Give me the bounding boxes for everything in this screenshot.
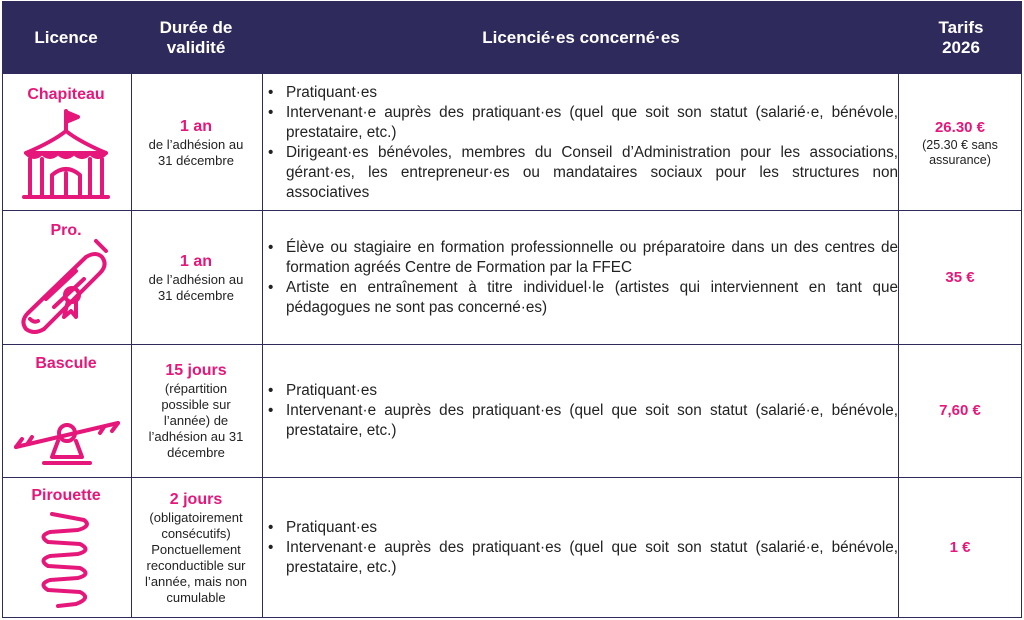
list-item: • Pratiquant·es [286, 518, 898, 538]
table-row [2, 75, 1022, 210]
table-row [2, 345, 1022, 477]
list-item: • Dirigeant·es bénévoles, membres du Conseil d’Administration pour les associations, gérant·es, les entrepreneur·es ou mandataires sociaux pour les structures non associatives [286, 143, 898, 203]
circus-tent-icon [22, 109, 110, 206]
list-item: • Artiste en entraînement à titre individuel·le (artistes qui interviennent en tant que pédagogues ne sont pas concerné·es) [286, 278, 898, 318]
spiral-spring-icon [38, 510, 90, 615]
concernes-list [264, 381, 898, 441]
tarif-cell [900, 75, 1020, 210]
concernes-cell [264, 75, 898, 210]
duree-cell [132, 211, 260, 344]
concernes-list [264, 238, 898, 318]
licence-name: Bascule [35, 355, 97, 372]
list-item: • Intervenant·e auprès des pratiquant·es (quel que soit son statut (salarié·e, bénévole, prestataire, etc.) [286, 103, 898, 143]
header-licence: Licence [34, 27, 98, 47]
concernes-cell [264, 345, 898, 477]
tarif-value: 7,60 € [939, 402, 981, 419]
duree-main: 2 jours [169, 490, 223, 508]
duree-cell [132, 345, 260, 477]
concernes-cell [264, 211, 898, 344]
duree-cell [132, 75, 260, 210]
list-item: • Élève ou stagiaire en formation professionnelle ou préparatoire dans un des centres de formation agréés Centre de Formation par la FFEC [286, 238, 898, 278]
licence-name: Chapiteau [27, 86, 105, 103]
tarif-value: 1 € [949, 538, 971, 556]
duree-detail: de l’adhésion au 31 décembre [148, 271, 244, 303]
header-duree: Durée de validité [159, 17, 233, 57]
list-item: • Intervenant·e auprès des pratiquant·es (quel que soit son statut (salarié·e, bénévole, prestataire, etc.) [286, 538, 898, 578]
licence-name: Pirouette [31, 487, 101, 504]
duree-cell [132, 478, 260, 617]
table-row [2, 478, 1022, 617]
row-divider [2, 617, 1022, 618]
duree-detail: (obligatoirement consécutifs) Ponctuellement reconductible sur l’année, mais non cumulable [145, 509, 247, 605]
tarif-value: 35 € [945, 268, 975, 286]
seesaw-icon [12, 409, 122, 474]
duree-main: 1 an [179, 117, 212, 135]
tarif-cell [900, 345, 1020, 477]
duree-detail: (répartition possible sur l’année) de l’adhésion au 31 décembre [148, 381, 244, 460]
tarif-cell [900, 478, 1020, 617]
concernes-list [264, 83, 898, 203]
list-item: • Intervenant·e auprès des pratiquant·es (quel que soit son statut (salarié·e, bénévole, prestataire, etc.) [286, 401, 898, 441]
table-header [2, 1, 1022, 74]
header-tarifs: Tarifs 2026 [938, 17, 984, 57]
tarif-cell [900, 211, 1020, 344]
list-item: • Pratiquant·es [286, 83, 898, 103]
licence-table [2, 1, 1022, 618]
list-item: • Pratiquant·es [286, 381, 898, 401]
table-row [2, 211, 1022, 344]
duree-detail: de l’adhésion au 31 décembre [148, 136, 244, 168]
duree-main: 15 jours [165, 362, 227, 379]
tarif-value: 26.30 € [934, 118, 986, 136]
licence-name: Pro. [50, 222, 82, 239]
header-licencies: Licencié·es concerné·es [482, 27, 680, 47]
diploma-scroll-icon [16, 237, 116, 342]
duree-main: 1 an [179, 252, 212, 270]
concernes-list [264, 518, 898, 578]
concernes-cell [264, 478, 898, 617]
tarif-note: (25.30 € sans assurance) [922, 137, 998, 167]
